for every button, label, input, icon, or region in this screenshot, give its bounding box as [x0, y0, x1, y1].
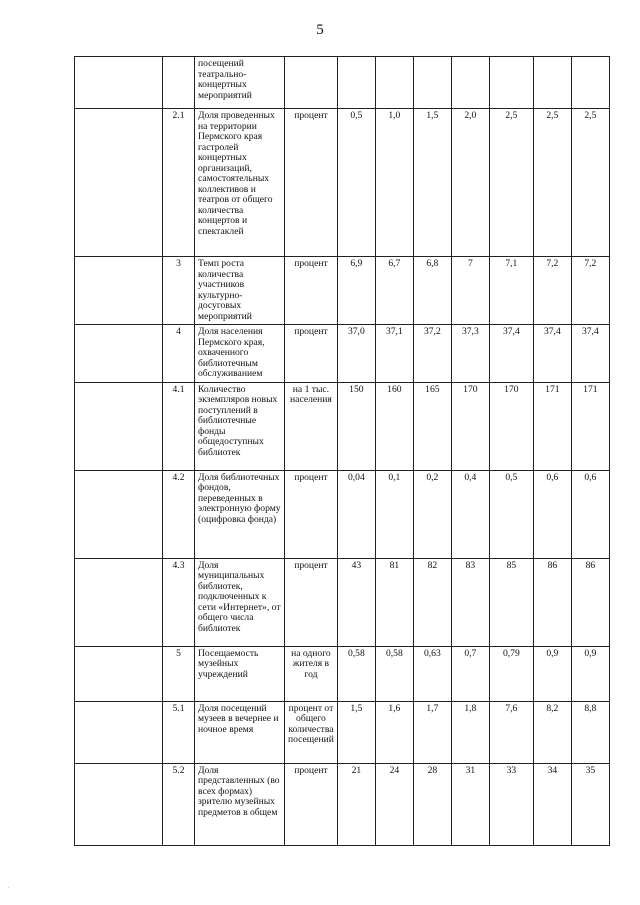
indicator-name-cell: посещений театрально-концертных мероприятий — [195, 57, 285, 109]
value-cell: 0,2 — [413, 470, 451, 558]
unit-cell: процент — [285, 325, 338, 383]
table-row — [75, 646, 610, 701]
value-cell: 6,7 — [375, 257, 413, 325]
table-row — [75, 558, 610, 646]
value-cell: 34 — [533, 763, 571, 845]
row-number-cell: 2.1 — [163, 109, 195, 257]
margin-cell — [75, 382, 163, 470]
value-cell: 28 — [413, 763, 451, 845]
unit-cell: на одного жителя в год — [285, 646, 338, 701]
indicator-name-cell: Доля населения Пермского края, охваченного библиотечным обслуживанием — [195, 325, 285, 383]
value-cell: 1,5 — [337, 701, 375, 763]
unit-cell: процент — [285, 558, 338, 646]
value-cell: 0,6 — [533, 470, 571, 558]
unit-cell — [285, 57, 338, 109]
value-cell: 7,2 — [571, 257, 609, 325]
indicator-name-cell: Доля проведенных на территории Пермского края гастролей концертных организаций, самостоятельных коллективов и театров от общего количества концертов и спектаклей — [195, 109, 285, 257]
unit-cell: процент — [285, 257, 338, 325]
value-cell — [533, 57, 571, 109]
row-number-cell: 5 — [163, 646, 195, 701]
table-row — [75, 701, 610, 763]
indicator-name-cell: Доля библиотечных фондов, переведенных в электронную форму (оцифровка фонда) — [195, 470, 285, 558]
value-cell: 1,5 — [413, 109, 451, 257]
table-row — [75, 109, 610, 257]
table-row — [75, 763, 610, 845]
value-cell: 37,3 — [451, 325, 489, 383]
row-number-cell: 3 — [163, 257, 195, 325]
value-cell: 171 — [571, 382, 609, 470]
row-number-cell: 4 — [163, 325, 195, 383]
table-row — [75, 257, 610, 325]
value-cell — [571, 57, 609, 109]
value-cell — [489, 57, 533, 109]
indicator-name-cell: Доля муниципальных библиотек, подключенных к сети «Интернет», от общего числа библиотек — [195, 558, 285, 646]
value-cell: 37,4 — [571, 325, 609, 383]
value-cell — [413, 57, 451, 109]
value-cell: 35 — [571, 763, 609, 845]
margin-cell — [75, 109, 163, 257]
value-cell: 83 — [451, 558, 489, 646]
value-cell: 0,58 — [337, 646, 375, 701]
value-cell: 8,8 — [571, 701, 609, 763]
margin-cell — [75, 646, 163, 701]
value-cell: 170 — [451, 382, 489, 470]
value-cell — [375, 57, 413, 109]
value-cell: 7,1 — [489, 257, 533, 325]
value-cell: 37,0 — [337, 325, 375, 383]
value-cell: 37,1 — [375, 325, 413, 383]
value-cell: 0,5 — [489, 470, 533, 558]
value-cell: 0,04 — [337, 470, 375, 558]
unit-cell: процент от общего количества посещений — [285, 701, 338, 763]
margin-cell — [75, 558, 163, 646]
value-cell: 31 — [451, 763, 489, 845]
value-cell: 1,7 — [413, 701, 451, 763]
value-cell: 0,4 — [451, 470, 489, 558]
table-row — [75, 325, 610, 383]
value-cell: 6,9 — [337, 257, 375, 325]
value-cell: 0,7 — [451, 646, 489, 701]
value-cell: 1,8 — [451, 701, 489, 763]
unit-cell: процент — [285, 109, 338, 257]
value-cell: 37,2 — [413, 325, 451, 383]
value-cell: 7 — [451, 257, 489, 325]
value-cell: 85 — [489, 558, 533, 646]
value-cell: 6,8 — [413, 257, 451, 325]
value-cell: 0,9 — [571, 646, 609, 701]
value-cell: 8,2 — [533, 701, 571, 763]
value-cell: 0,5 — [337, 109, 375, 257]
table-row — [75, 382, 610, 470]
row-number-cell — [163, 57, 195, 109]
value-cell: 1,0 — [375, 109, 413, 257]
value-cell: 2,5 — [533, 109, 571, 257]
margin-cell — [75, 763, 163, 845]
row-number-cell: 4.3 — [163, 558, 195, 646]
table-row — [75, 57, 610, 109]
value-cell: 81 — [375, 558, 413, 646]
row-number-cell: 5.2 — [163, 763, 195, 845]
value-cell: 2,0 — [451, 109, 489, 257]
indicator-table — [74, 56, 610, 846]
value-cell: 2,5 — [571, 109, 609, 257]
value-cell: 7,6 — [489, 701, 533, 763]
value-cell — [337, 57, 375, 109]
value-cell: 0,58 — [375, 646, 413, 701]
margin-cell — [75, 470, 163, 558]
unit-cell: процент — [285, 470, 338, 558]
indicator-name-cell: Посещаемость музейных учреждений — [195, 646, 285, 701]
margin-cell — [75, 701, 163, 763]
indicator-name-cell: Доля представленных (во всех формах) зрителю музейных предметов в общем — [195, 763, 285, 845]
indicator-name-cell: Доля посещений музеев в вечернее и ночное время — [195, 701, 285, 763]
row-number-cell: 4.1 — [163, 382, 195, 470]
value-cell: 2,5 — [489, 109, 533, 257]
value-cell: 150 — [337, 382, 375, 470]
value-cell: 21 — [337, 763, 375, 845]
table-row — [75, 470, 610, 558]
indicator-name-cell: Количество экземпляров новых поступлений в библиотечные фонды общедоступных библиотек — [195, 382, 285, 470]
page-number: 5 — [316, 22, 324, 38]
value-cell: 165 — [413, 382, 451, 470]
value-cell: 160 — [375, 382, 413, 470]
value-cell: 37,4 — [489, 325, 533, 383]
value-cell: 86 — [533, 558, 571, 646]
value-cell: 0,1 — [375, 470, 413, 558]
margin-cell — [75, 57, 163, 109]
value-cell: 1,6 — [375, 701, 413, 763]
scan-mark: . — [8, 884, 10, 890]
value-cell: 7,2 — [533, 257, 571, 325]
value-cell: 171 — [533, 382, 571, 470]
margin-cell — [75, 257, 163, 325]
value-cell: 82 — [413, 558, 451, 646]
indicator-name-cell: Темп роста количества участников культурно-досуговых мероприятий — [195, 257, 285, 325]
row-number-cell: 4.2 — [163, 470, 195, 558]
value-cell: 0,79 — [489, 646, 533, 701]
row-number-cell: 5.1 — [163, 701, 195, 763]
value-cell: 86 — [571, 558, 609, 646]
value-cell: 37,4 — [533, 325, 571, 383]
value-cell: 33 — [489, 763, 533, 845]
value-cell: 24 — [375, 763, 413, 845]
value-cell: 0,9 — [533, 646, 571, 701]
value-cell: 170 — [489, 382, 533, 470]
unit-cell: на 1 тыс. населения — [285, 382, 338, 470]
unit-cell: процент — [285, 763, 338, 845]
value-cell — [451, 57, 489, 109]
value-cell: 0,63 — [413, 646, 451, 701]
value-cell: 43 — [337, 558, 375, 646]
margin-cell — [75, 325, 163, 383]
value-cell: 0,6 — [571, 470, 609, 558]
